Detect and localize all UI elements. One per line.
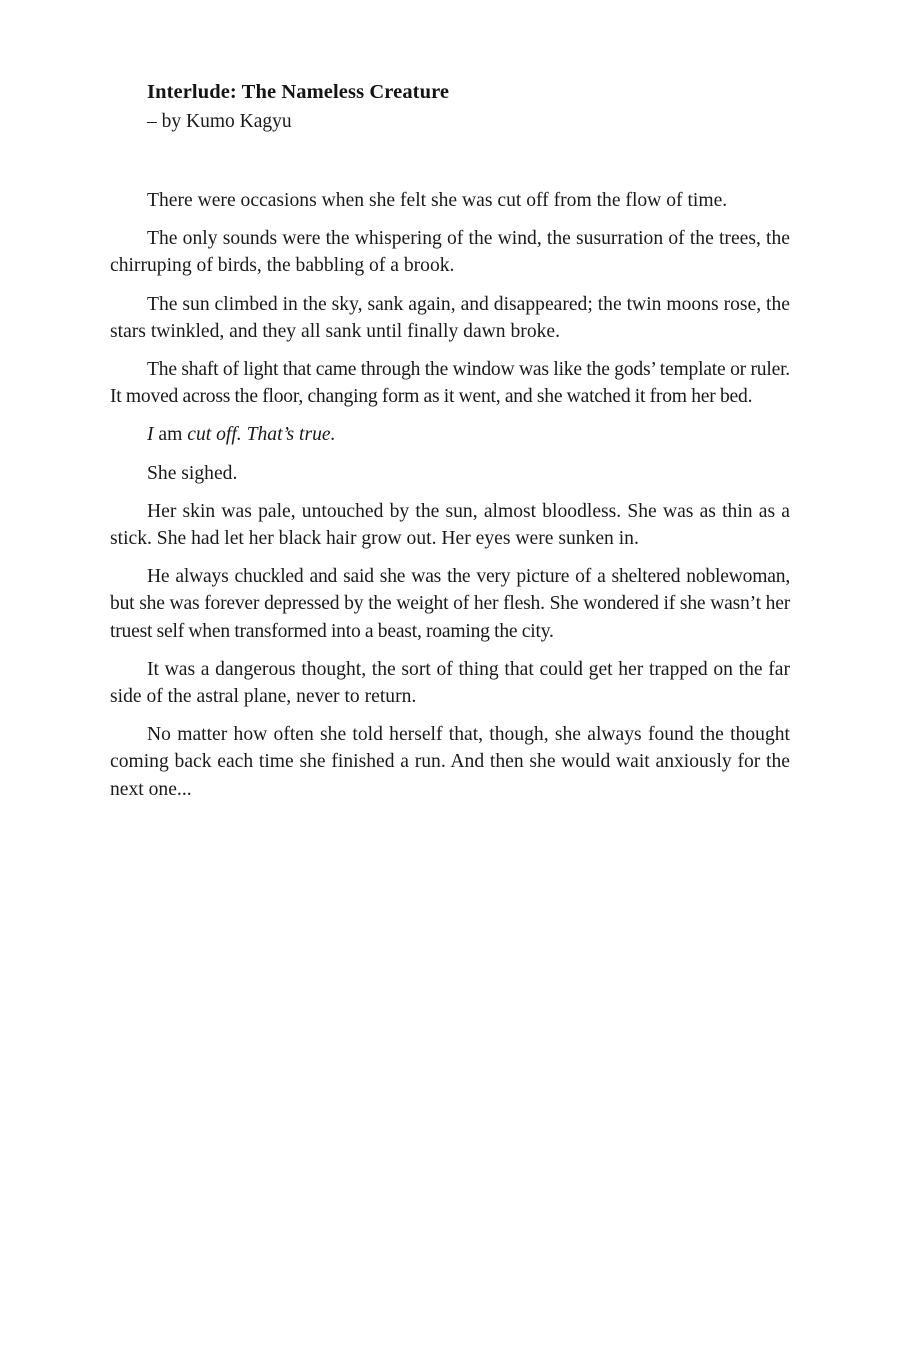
heading-block xyxy=(110,0,790,137)
paragraph-6: She sighed. xyxy=(147,462,238,484)
paragraph-4: The shaft of light that came through the window was like the gods’ template or ruler. It moved across the floor, changing form as it went, and she watched it from her bed. xyxy=(110,359,790,408)
paragraph-5-inner-thought xyxy=(110,421,790,448)
paragraph-8: He always chuckled and said she was the very picture of a sheltered noblewoman, but she was forever depressed by the weight of her flesh. She wondered if she wasn’t her truest self when transformed into a beast, roaming the city. xyxy=(110,566,790,642)
paragraph-3: The sun climbed in the sky, sank again, and disappeared; the twin moons rose, the stars twinkled, and they all sank until finally dawn broke. xyxy=(110,293,790,342)
thought-italic-rest: cut off. That’s true. xyxy=(187,424,336,446)
page-title: Interlude: The Nameless Creature xyxy=(147,81,450,103)
body-text xyxy=(110,187,790,803)
thought-roman-segment: am xyxy=(153,424,188,446)
paragraph-10: No matter how often she told herself that, though, she always found the thought coming back each time she finished a run. And then she would wait anxiously for the next one... xyxy=(110,724,790,800)
paragraph-9: It was a dangerous thought, the sort of thing that could get her trapped on the far side of the astral plane, never to return. xyxy=(110,658,790,708)
paragraph-2: The only sounds were the whispering of the wind, the susurration of the trees, the chirruping of birds, the babbling of a brook. xyxy=(110,228,790,277)
author-byline: – by Kumo Kagyu xyxy=(147,111,292,132)
text-column xyxy=(110,0,790,803)
paragraph-1: There were occasions when she felt she was cut off from the flow of time. xyxy=(147,190,728,211)
paragraph-7: Her skin was pale, untouched by the sun, almost bloodless. She was as thin as a stick. She had let her black hair grow out. Her eyes were sunken in. xyxy=(110,500,790,550)
thought-italic-lead: I xyxy=(147,424,154,446)
